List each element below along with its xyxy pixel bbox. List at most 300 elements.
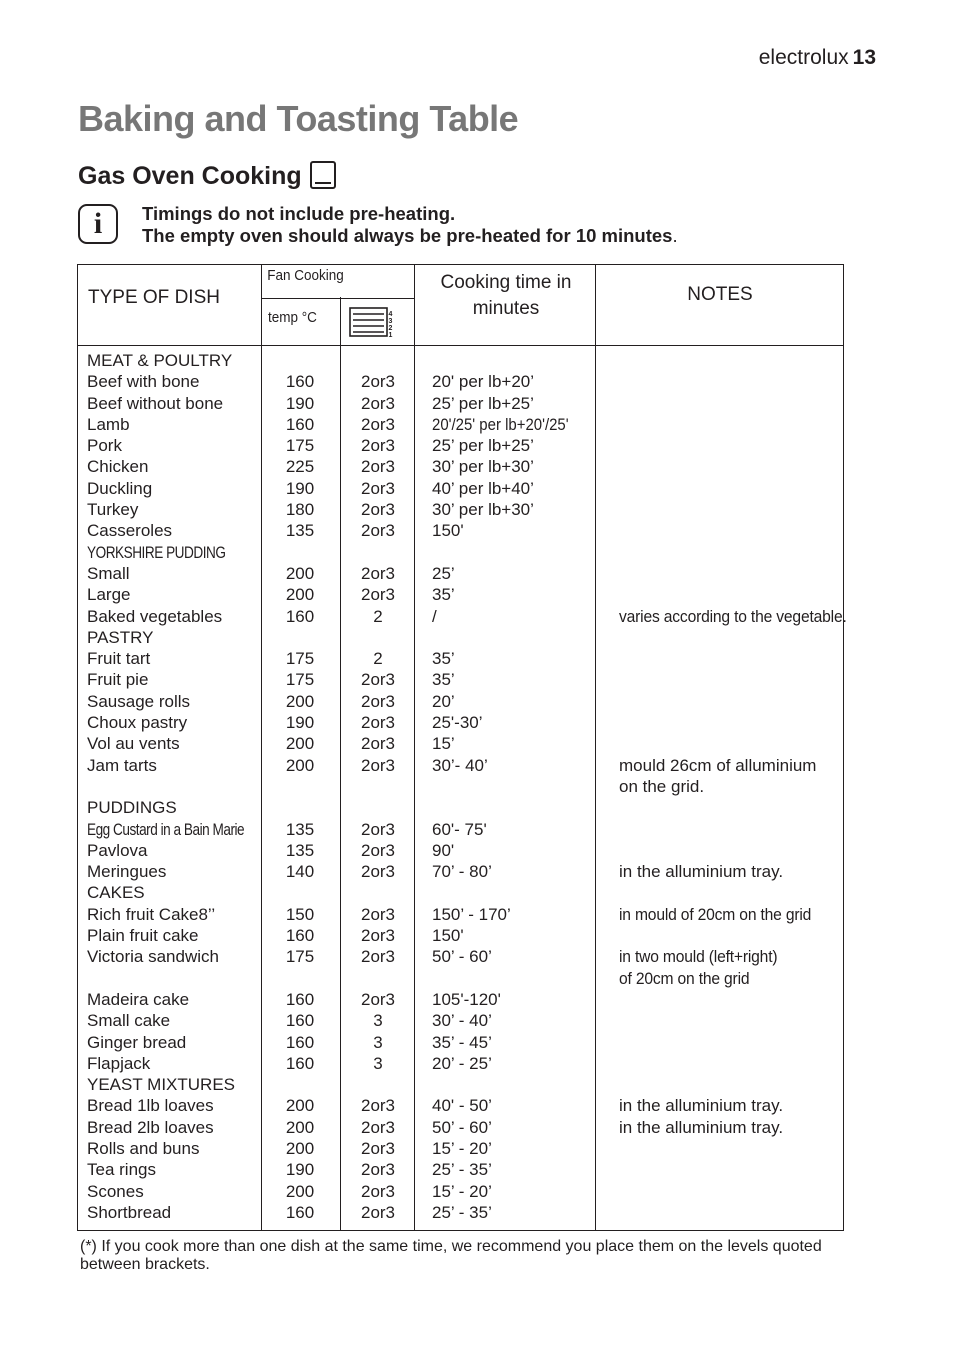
shelf-cell-text: 2or3 bbox=[360, 1202, 396, 1222]
dish-cell bbox=[87, 1032, 186, 1053]
shelf-cell bbox=[342, 1138, 414, 1159]
temp-cell-text: 135 bbox=[285, 819, 315, 839]
temp-cell-text: 200 bbox=[285, 1096, 315, 1116]
temp-cell bbox=[264, 1010, 336, 1031]
dish-cell bbox=[87, 691, 190, 712]
shelf-cell bbox=[342, 499, 414, 520]
dish-cell-text: CAKES bbox=[87, 883, 145, 903]
time-cell bbox=[432, 606, 437, 627]
temp-cell-text: 160 bbox=[285, 1011, 315, 1031]
time-cell bbox=[432, 1032, 492, 1053]
table-row bbox=[78, 1138, 843, 1159]
time-cell bbox=[432, 371, 534, 392]
temp-cell bbox=[264, 456, 336, 477]
temp-cell bbox=[264, 840, 336, 861]
temp-cell-text: 160 bbox=[285, 1053, 315, 1073]
notes-cell-text: in the alluminium tray. bbox=[619, 1117, 784, 1137]
shelf-cell bbox=[342, 584, 414, 605]
temp-cell bbox=[264, 371, 336, 392]
dish-cell-text: YORKSHIRE PUDDING bbox=[87, 542, 226, 562]
temp-cell bbox=[264, 712, 336, 733]
header-type-of-dish: TYPE OF DISH bbox=[88, 287, 220, 308]
table-row bbox=[78, 1117, 843, 1138]
temp-cell bbox=[264, 435, 336, 456]
time-cell-text: 15’ - 20’ bbox=[432, 1181, 492, 1201]
dish-cell-text: YEAST MIXTURES bbox=[87, 1075, 235, 1095]
shelf-cell-text: 2or3 bbox=[360, 521, 396, 541]
dish-cell bbox=[87, 1074, 235, 1095]
dish-cell-text: MEAT & POULTRY bbox=[87, 351, 233, 370]
table-row bbox=[78, 542, 843, 563]
temp-cell bbox=[264, 648, 336, 669]
time-cell-text: 150’ - 170’ bbox=[432, 904, 511, 924]
notes-cell-text: varies according to the vegetable. bbox=[619, 606, 847, 626]
table-body bbox=[78, 350, 847, 1223]
table-row bbox=[78, 946, 843, 967]
shelf-cell bbox=[342, 819, 414, 840]
table-row bbox=[78, 648, 843, 669]
dish-cell bbox=[87, 584, 130, 605]
temp-cell-text: 190 bbox=[285, 393, 315, 413]
dish-cell bbox=[87, 414, 130, 435]
time-cell-text: 150' bbox=[432, 521, 464, 541]
dish-cell-text: Bread 2lb loaves bbox=[87, 1117, 214, 1137]
temp-cell bbox=[264, 414, 336, 435]
time-cell-text: 25'-30’ bbox=[432, 713, 483, 733]
temp-cell-text: 200 bbox=[285, 585, 315, 605]
table-row bbox=[78, 1010, 843, 1031]
temp-cell bbox=[264, 1159, 336, 1180]
temp-cell bbox=[264, 925, 336, 946]
time-cell-text: 70’ - 80’ bbox=[432, 862, 492, 882]
shelf-cell-text: 2or3 bbox=[360, 1096, 396, 1116]
dish-cell bbox=[87, 904, 215, 925]
temp-cell-text: 175 bbox=[285, 436, 315, 456]
shelf-cell-text: 2or3 bbox=[360, 989, 396, 1009]
shelf-cell-text: 2or3 bbox=[360, 670, 396, 690]
time-cell-text: 25’ per lb+25’ bbox=[432, 436, 534, 456]
notes-cell bbox=[619, 1117, 783, 1138]
dish-cell-text: Egg Custard in a Bain Marie bbox=[87, 819, 245, 839]
temp-cell-text: 190 bbox=[285, 713, 315, 733]
time-cell-text: 35’ bbox=[432, 585, 455, 605]
shelf-cell bbox=[342, 1010, 414, 1031]
time-cell-text: 40' - 50’ bbox=[432, 1096, 492, 1116]
time-cell bbox=[432, 435, 534, 456]
temp-cell bbox=[264, 1202, 336, 1223]
dish-cell-text: Meringues bbox=[87, 862, 167, 882]
dish-cell bbox=[87, 456, 148, 477]
table-row bbox=[78, 1202, 843, 1223]
shelf-cell bbox=[342, 606, 414, 627]
temp-cell bbox=[264, 478, 336, 499]
dish-cell bbox=[87, 755, 157, 776]
temp-cell-text: 200 bbox=[285, 691, 315, 711]
dish-cell bbox=[87, 797, 177, 818]
dish-cell-text: Vol au vents bbox=[87, 734, 180, 754]
time-cell-text: 40’ per lb+40’ bbox=[432, 478, 534, 498]
shelf-cell bbox=[342, 1181, 414, 1202]
dish-cell-text: Jam tarts bbox=[87, 755, 157, 775]
dish-cell bbox=[87, 1181, 144, 1202]
shelf-cell-text: 2 bbox=[373, 649, 383, 669]
temp-cell-text: 200 bbox=[285, 734, 315, 754]
shelf-cell-text: 2or3 bbox=[360, 1181, 396, 1201]
dish-cell bbox=[87, 435, 122, 456]
temp-cell-text: 175 bbox=[285, 947, 315, 967]
dish-cell-text: Victoria sandwich bbox=[87, 947, 219, 967]
shelf-cell-text: 2or3 bbox=[360, 904, 396, 924]
table-row bbox=[78, 1181, 843, 1202]
header-temp bbox=[268, 309, 322, 326]
baking-table bbox=[77, 264, 847, 1231]
dish-cell-text: Turkey bbox=[87, 500, 139, 520]
header-fan-cooking bbox=[263, 267, 343, 284]
time-cell-text: 50’ - 60’ bbox=[432, 1117, 492, 1137]
shelf-cell bbox=[342, 1095, 414, 1116]
dish-cell bbox=[87, 478, 152, 499]
dish-cell-text: Flapjack bbox=[87, 1053, 151, 1073]
table-row bbox=[78, 755, 843, 776]
shelf-cell bbox=[342, 946, 414, 967]
temp-cell-text: 140 bbox=[285, 862, 315, 882]
dish-cell bbox=[87, 1159, 156, 1180]
temp-cell bbox=[264, 499, 336, 520]
notes-cell bbox=[619, 946, 791, 967]
page-title: Baking and Toasting Table bbox=[78, 98, 519, 139]
brand-name: electrolux bbox=[758, 46, 849, 69]
table-row bbox=[78, 520, 843, 541]
time-cell-text: 25’ per lb+25’ bbox=[432, 393, 534, 413]
temp-cell bbox=[264, 520, 336, 541]
time-cell-text: 20' per lb+20’ bbox=[432, 372, 535, 392]
time-cell-text: 25’ - 35’ bbox=[432, 1160, 492, 1180]
temp-cell-text: 160 bbox=[285, 372, 315, 392]
table-row bbox=[78, 733, 843, 754]
table-row bbox=[78, 606, 847, 627]
dish-cell-text: Pavlova bbox=[87, 840, 148, 860]
shelf-levels-icon bbox=[349, 307, 395, 337]
dish-cell bbox=[87, 733, 180, 754]
dish-cell-text: Fruit tart bbox=[87, 649, 151, 669]
dish-cell-text: Baked vegetables bbox=[87, 606, 223, 626]
table-row bbox=[78, 712, 843, 733]
shelf-cell bbox=[342, 712, 414, 733]
shelf-cell-text: 2or3 bbox=[360, 478, 396, 498]
shelf-cell bbox=[342, 691, 414, 712]
temp-cell bbox=[264, 1032, 336, 1053]
time-cell-text: 60'- 75' bbox=[432, 819, 487, 839]
table-row bbox=[78, 882, 843, 903]
time-cell-text: 105'-120' bbox=[432, 989, 501, 1009]
time-cell bbox=[432, 1138, 492, 1159]
table-row bbox=[78, 371, 843, 392]
table-row bbox=[78, 1095, 843, 1116]
time-cell bbox=[432, 393, 534, 414]
temp-cell bbox=[264, 584, 336, 605]
shelf-cell-text: 2or3 bbox=[360, 755, 396, 775]
header-temp-text: temp °C bbox=[268, 309, 317, 326]
dish-cell-text: Beef without bone bbox=[87, 393, 224, 413]
table-row bbox=[78, 776, 843, 797]
table-row bbox=[78, 1053, 843, 1074]
notes-cell bbox=[619, 776, 704, 797]
temp-cell bbox=[264, 1053, 336, 1074]
time-cell-text: 20’ bbox=[432, 691, 455, 711]
shelf-level-label: 3 bbox=[388, 318, 393, 325]
notes-cell bbox=[619, 861, 783, 882]
time-cell bbox=[432, 1181, 492, 1202]
dish-cell-text: Rolls and buns bbox=[87, 1138, 200, 1158]
time-cell bbox=[432, 989, 501, 1010]
dish-cell-text: PASTRY bbox=[87, 627, 154, 647]
notes-cell-text: in two mould (left+right) bbox=[619, 947, 778, 967]
dish-cell bbox=[87, 1010, 170, 1031]
shelf-cell bbox=[342, 989, 414, 1010]
time-cell bbox=[432, 584, 455, 605]
dish-cell-text: Lamb bbox=[87, 414, 130, 434]
table-row bbox=[78, 904, 843, 925]
time-cell bbox=[432, 691, 455, 712]
dish-cell-text: Duckling bbox=[87, 478, 153, 498]
table-row bbox=[78, 840, 843, 861]
shelf-cell bbox=[342, 925, 414, 946]
temp-cell-text: 200 bbox=[285, 1117, 315, 1137]
shelf-cell-text: 2or3 bbox=[360, 393, 396, 413]
shelf-cell bbox=[342, 1032, 414, 1053]
table-row bbox=[78, 393, 843, 414]
header-divider bbox=[78, 345, 843, 346]
info-line-2-text: The empty oven should always be pre-heated for 10 minutes bbox=[142, 225, 673, 246]
temp-cell-text: 200 bbox=[285, 1138, 315, 1158]
table-row bbox=[78, 925, 843, 946]
shelf-cell-text: 2or3 bbox=[360, 819, 396, 839]
dish-cell bbox=[87, 946, 219, 967]
time-cell bbox=[432, 456, 534, 477]
table-row bbox=[78, 1032, 843, 1053]
shelf-cell bbox=[342, 393, 414, 414]
notes-cell bbox=[619, 904, 828, 925]
dish-cell bbox=[87, 371, 199, 392]
temp-cell-text: 135 bbox=[285, 521, 315, 541]
dish-cell-text: Tea rings bbox=[87, 1160, 156, 1180]
table-row bbox=[78, 1159, 843, 1180]
shelf-cell-text: 2or3 bbox=[360, 691, 396, 711]
temp-cell-text: 160 bbox=[285, 414, 315, 434]
dish-cell bbox=[87, 819, 283, 840]
time-cell-text: 30’ per lb+30’ bbox=[432, 500, 534, 520]
shelf-cell-text: 3 bbox=[373, 1011, 383, 1031]
time-cell-text: 150' bbox=[432, 926, 464, 946]
time-cell-text: 90' bbox=[432, 840, 455, 860]
dish-cell bbox=[87, 627, 153, 648]
dish-cell bbox=[87, 712, 187, 733]
dish-cell-text: Large bbox=[87, 585, 131, 605]
dish-cell bbox=[87, 1138, 199, 1159]
info-note bbox=[142, 203, 678, 247]
temp-cell-text: 160 bbox=[285, 1032, 315, 1052]
shelf-cell-text: 2or3 bbox=[360, 457, 396, 477]
time-cell bbox=[432, 819, 487, 840]
time-cell-text: 15’ - 20’ bbox=[432, 1138, 492, 1158]
time-cell bbox=[432, 840, 454, 861]
info-line-2 bbox=[142, 225, 678, 247]
conventional-oven-icon bbox=[310, 161, 336, 189]
time-cell-text: 20'/25' per lb+20'/25' bbox=[432, 414, 569, 434]
temp-cell-text: 190 bbox=[285, 478, 315, 498]
header-sub-divider bbox=[261, 298, 414, 299]
temp-cell-text: 180 bbox=[285, 500, 315, 520]
notes-cell bbox=[619, 1095, 783, 1116]
shelf-cell bbox=[342, 1117, 414, 1138]
time-cell-text: 35’ - 45’ bbox=[432, 1032, 492, 1052]
shelf-cell bbox=[342, 520, 414, 541]
temp-cell bbox=[264, 989, 336, 1010]
dish-cell bbox=[87, 1117, 214, 1138]
dish-cell bbox=[87, 1202, 171, 1223]
time-cell bbox=[432, 1053, 492, 1074]
section-title bbox=[78, 162, 336, 191]
notes-cell-text: in the alluminium tray. bbox=[619, 1096, 784, 1116]
temp-cell bbox=[264, 691, 336, 712]
temp-cell bbox=[264, 1117, 336, 1138]
dish-cell-text: Bread 1lb loaves bbox=[87, 1096, 214, 1116]
time-cell bbox=[432, 563, 455, 584]
shelf-cell-text: 2or3 bbox=[360, 372, 396, 392]
temp-cell-text: 200 bbox=[285, 563, 315, 583]
temp-cell bbox=[264, 1138, 336, 1159]
shelf-cell-text: 2or3 bbox=[360, 1117, 396, 1137]
table-row bbox=[78, 435, 843, 456]
shelf-cell-text: 2 bbox=[373, 606, 383, 626]
header-notes: NOTES bbox=[687, 284, 753, 305]
time-cell-text: / bbox=[432, 606, 437, 626]
time-cell-text: 15’ bbox=[432, 734, 455, 754]
temp-cell-text: 160 bbox=[285, 926, 315, 946]
table-row bbox=[78, 563, 843, 584]
time-cell bbox=[432, 1010, 492, 1031]
time-cell-text: 35’ bbox=[432, 649, 455, 669]
time-cell bbox=[432, 669, 455, 690]
time-cell bbox=[432, 1117, 492, 1138]
table-row bbox=[78, 350, 843, 371]
dish-cell-text: PUDDINGS bbox=[87, 798, 177, 818]
table-row bbox=[78, 1074, 843, 1095]
dish-cell bbox=[87, 563, 130, 584]
temp-cell bbox=[264, 393, 336, 414]
shelf-cell-text: 2or3 bbox=[360, 1160, 396, 1180]
shelf-cell bbox=[342, 435, 414, 456]
dish-cell-text: Pork bbox=[87, 436, 122, 456]
dish-cell-text: Shortbread bbox=[87, 1202, 172, 1222]
shelf-cell-text: 2or3 bbox=[360, 840, 396, 860]
table-row bbox=[78, 819, 843, 840]
dish-cell-text: Madeira cake bbox=[87, 989, 190, 1009]
dish-cell bbox=[87, 520, 172, 541]
temp-cell bbox=[264, 669, 336, 690]
shelf-cell bbox=[342, 861, 414, 882]
dish-cell-text: Choux pastry bbox=[87, 713, 188, 733]
dish-cell-text: Ginger bread bbox=[87, 1032, 187, 1052]
time-cell bbox=[432, 1159, 492, 1180]
dish-cell-text: Scones bbox=[87, 1181, 144, 1201]
footnote: (*) If you cook more than one dish at the same time, we recommend you place them on the levels quoted between brackets. bbox=[80, 1238, 822, 1273]
temp-cell bbox=[264, 755, 336, 776]
shelf-cell bbox=[342, 669, 414, 690]
time-cell bbox=[432, 946, 492, 967]
table-row bbox=[78, 499, 843, 520]
temp-cell-text: 150 bbox=[285, 904, 315, 924]
dish-cell bbox=[87, 1053, 150, 1074]
shelf-level-label: 2 bbox=[388, 325, 393, 332]
shelf-cell bbox=[342, 1159, 414, 1180]
time-cell bbox=[432, 414, 587, 435]
shelf-cell bbox=[342, 733, 414, 754]
time-cell bbox=[432, 1202, 492, 1223]
temp-cell-text: 175 bbox=[285, 670, 315, 690]
temp-cell-text: 175 bbox=[285, 649, 315, 669]
notes-cell bbox=[619, 968, 761, 989]
table-row bbox=[78, 414, 843, 435]
shelf-cell bbox=[342, 1053, 414, 1074]
shelf-cell bbox=[342, 414, 414, 435]
temp-cell bbox=[264, 819, 336, 840]
notes-cell-text: mould 26cm of alluminium bbox=[619, 755, 817, 775]
temp-cell-text: 190 bbox=[285, 1160, 315, 1180]
section-title-text: Gas Oven Cooking bbox=[78, 162, 302, 190]
dish-cell bbox=[87, 648, 150, 669]
table-row bbox=[78, 968, 843, 989]
time-cell-text: 30’ - 40’ bbox=[432, 1011, 492, 1031]
notes-cell-text: in mould of 20cm on the grid bbox=[619, 904, 812, 924]
shelf-level-label: 1 bbox=[388, 332, 393, 337]
shelf-cell bbox=[342, 1202, 414, 1223]
time-cell-text: 50’ - 60’ bbox=[432, 947, 492, 967]
time-cell bbox=[432, 904, 511, 925]
temp-cell-text: 135 bbox=[285, 840, 315, 860]
page-header-brand bbox=[759, 46, 876, 70]
time-cell bbox=[432, 1095, 492, 1116]
table-row bbox=[78, 627, 843, 648]
time-cell bbox=[432, 925, 464, 946]
time-cell-text: 30’- 40’ bbox=[432, 755, 488, 775]
shelf-cell-text: 2or3 bbox=[360, 862, 396, 882]
table-row bbox=[78, 456, 843, 477]
dish-cell-text: Chicken bbox=[87, 457, 149, 477]
dish-cell bbox=[87, 882, 145, 903]
temp-cell-text: 160 bbox=[285, 1202, 315, 1222]
dish-cell bbox=[87, 499, 138, 520]
shelf-cell-text: 2or3 bbox=[360, 436, 396, 456]
time-cell bbox=[432, 733, 455, 754]
dish-cell bbox=[87, 393, 223, 414]
dish-cell-text: Beef with bone bbox=[87, 372, 200, 392]
shelf-cell-text: 2or3 bbox=[360, 585, 396, 605]
shelf-cell-text: 2or3 bbox=[360, 926, 396, 946]
table-row bbox=[78, 989, 843, 1010]
table-row bbox=[78, 669, 843, 690]
shelf-cell bbox=[342, 840, 414, 861]
dish-cell bbox=[87, 542, 260, 563]
info-line-2-period: . bbox=[672, 225, 678, 246]
table-row bbox=[78, 691, 843, 712]
shelf-cell-text: 2or3 bbox=[360, 563, 396, 583]
notes-cell-text: on the grid. bbox=[619, 776, 705, 796]
time-cell bbox=[432, 520, 464, 541]
notes-cell-text: of 20cm on the grid bbox=[619, 968, 750, 988]
dish-cell-text: Small cake bbox=[87, 1011, 171, 1031]
temp-cell-text: 200 bbox=[285, 1181, 315, 1201]
